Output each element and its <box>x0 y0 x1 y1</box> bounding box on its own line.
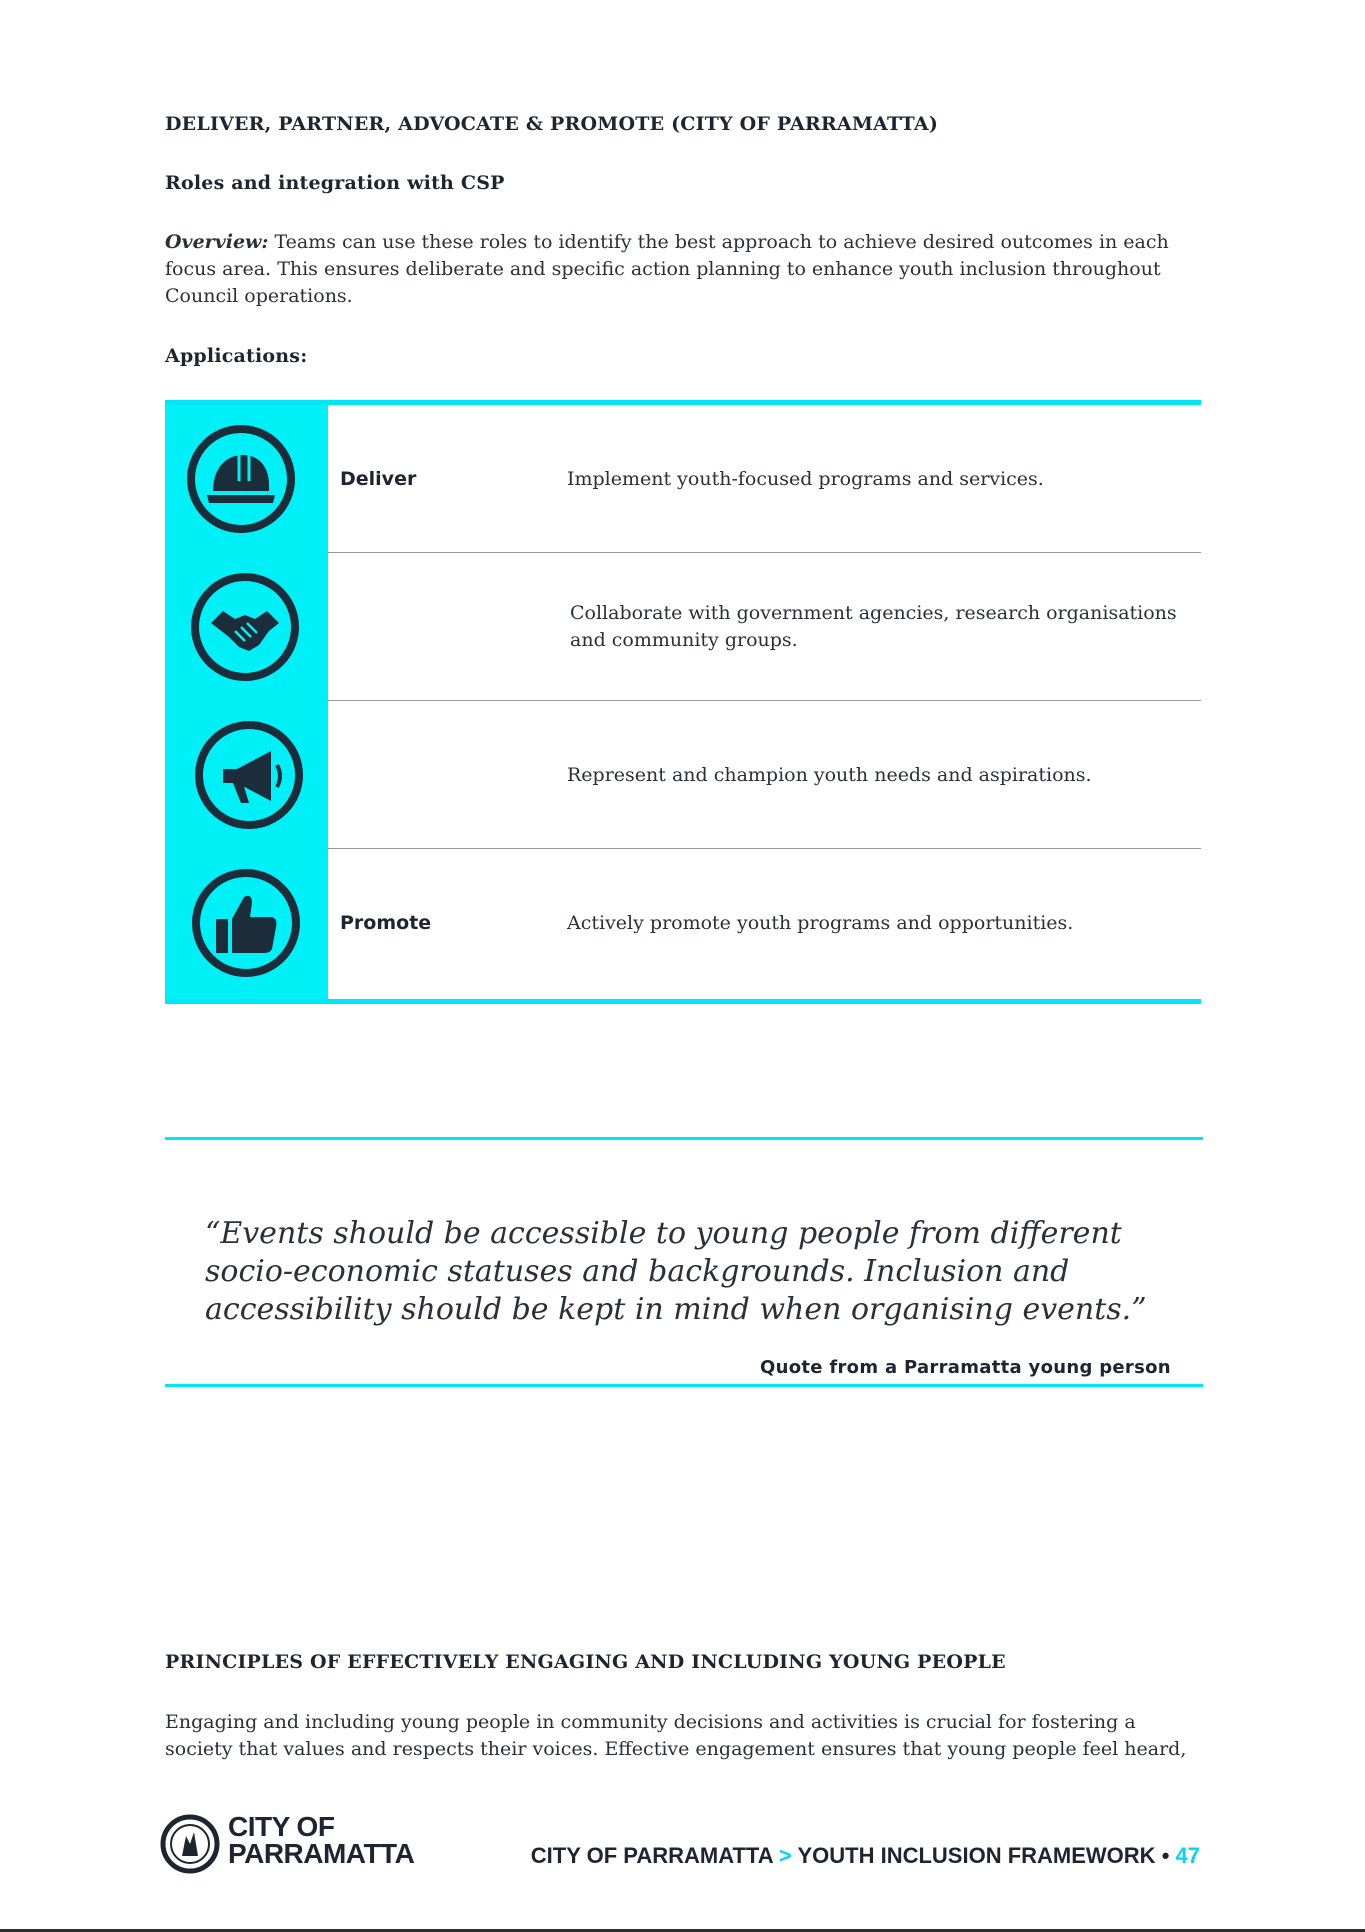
footer-org: CITY OF PARRAMATTA <box>530 1843 773 1868</box>
thumbs-up-icon <box>190 867 302 979</box>
role-description: Represent and champion youth needs and aspirations. <box>567 763 1092 786</box>
principles-title: PRINCIPLES OF EFFECTIVELY ENGAGING AND INCLUDING YOUNG PEOPLE <box>165 1651 1006 1673</box>
overview-text: Teams can use these roles to identify the best approach to achieve desired outcomes in each focus area. This ensures deliberate and specific action planning to enhance youth inclusion throughout Council operations. <box>165 231 1169 307</box>
logo-wordmark <box>228 1813 414 1867</box>
megaphone-icon <box>193 719 305 831</box>
footer-document-title <box>531 1843 1200 1869</box>
principles-paragraph: Engaging and including young people in community decisions and activities is crucial for fostering a society that values and respects their voices. Effective engagement ensures that young people feel heard, <box>165 1711 1187 1760</box>
table-row-deliver <box>165 405 1201 553</box>
section-subtitle: Roles and integration with CSP <box>165 172 505 194</box>
table-row-partner <box>165 553 1201 701</box>
handshake-icon <box>189 571 301 683</box>
role-description: Implement youth-focused programs and services. <box>567 467 1044 490</box>
hard-hat-icon <box>185 423 297 535</box>
city-of-parramatta-logo <box>160 1812 460 1876</box>
quote-text: “Events should be accessible to young people from different socio-economic statuses and backgrounds. Inclusion and accessibility should be kept in mind when organising events.” <box>205 1216 1147 1327</box>
quote-top-rule <box>165 1137 1203 1140</box>
role-label: Promote <box>340 912 432 934</box>
roles-table <box>165 400 1201 1004</box>
footer-bullet: • <box>1161 1843 1170 1868</box>
role-description: Collaborate with government agencies, research organisations and community groups. <box>570 602 1177 651</box>
logo-line-1: CITY OF <box>228 1811 335 1842</box>
table-bottom-rule <box>165 999 1201 1004</box>
applications-label: Applications: <box>165 345 308 367</box>
role-label: Deliver <box>340 468 417 490</box>
page-number: 47 <box>1175 1843 1200 1868</box>
city-crest-icon <box>160 1814 220 1874</box>
footer-doc-name: YOUTH INCLUSION FRAMEWORK <box>797 1843 1156 1868</box>
footer-separator: > <box>778 1843 792 1868</box>
quote-bottom-rule <box>165 1384 1203 1387</box>
overview-label: Overview: <box>165 231 269 253</box>
section-title: DELIVER, PARTNER, ADVOCATE & PROMOTE (CITY OF PARRAMATTA) <box>165 113 939 135</box>
logo-line-2: PARRAMATTA <box>228 1838 415 1869</box>
quote-source: Quote from a Parramatta young person <box>760 1357 1171 1378</box>
overview-paragraph <box>165 229 1200 310</box>
table-row-advocate <box>165 701 1201 849</box>
table-row-promote <box>165 849 1201 997</box>
role-description: Actively promote youth programs and opportunities. <box>567 911 1074 934</box>
